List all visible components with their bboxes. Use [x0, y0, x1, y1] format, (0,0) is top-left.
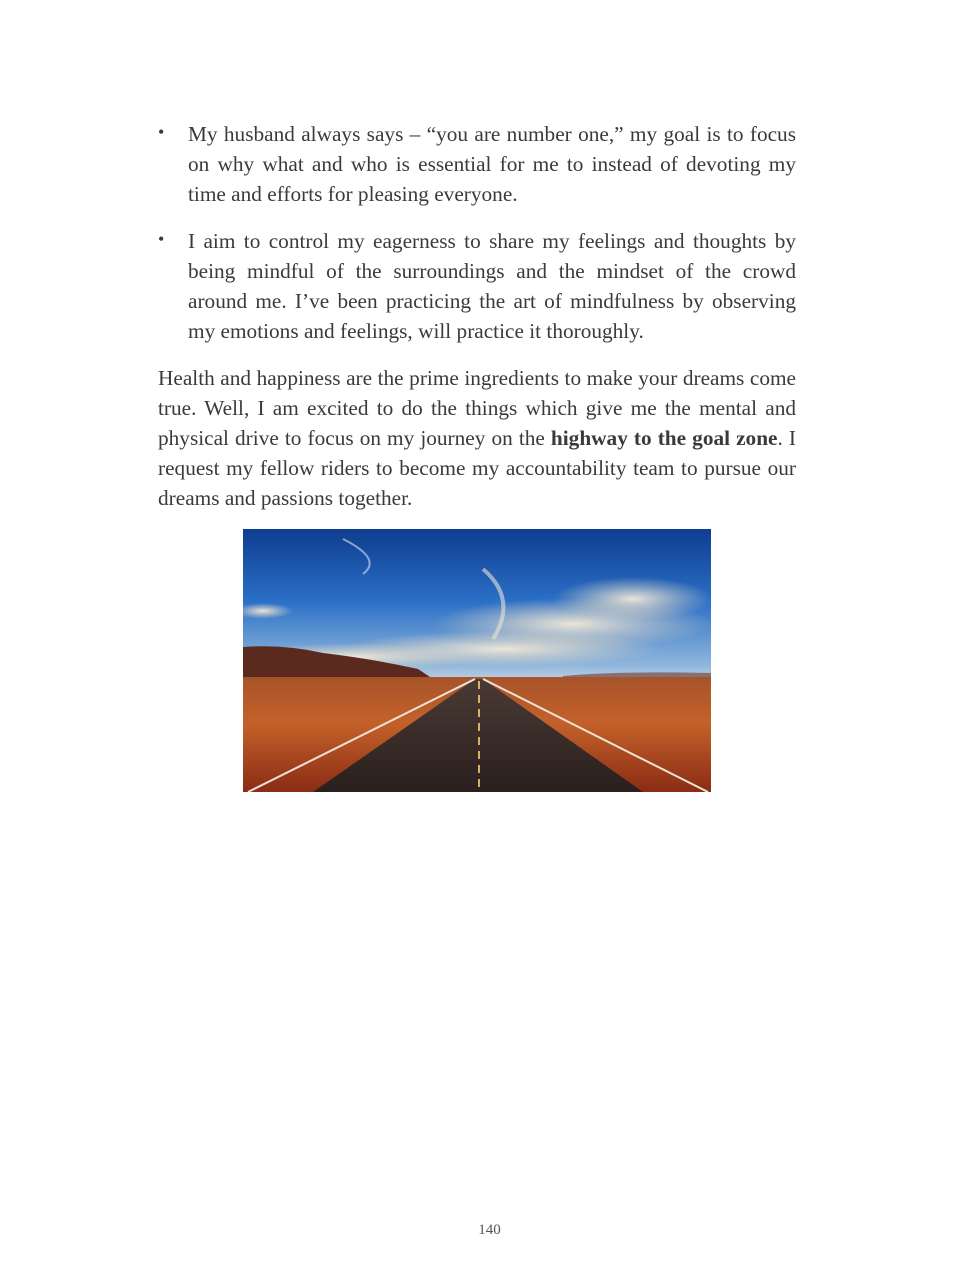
paragraph-text: Health and happiness are the prime ingredients to make your dreams come true. Well, I am excited to do the things which give me the mental and physical drive to focus on my journey on the	[158, 366, 796, 450]
text-body	[158, 119, 796, 513]
bullet-item	[158, 119, 796, 209]
paragraph-bold-text: highway to the goal zone	[550, 426, 778, 450]
bullet-text: I aim to control my eagerness to share my feelings and thoughts by being mindful of the surroundings and the mindset of the crowd around me. I’ve been practicing the art of mindfulness by observing my emotions and feelings, will practice it thoroughly.	[188, 229, 796, 343]
bullet-item	[158, 226, 796, 346]
page-number: 140	[478, 1222, 501, 1238]
highway-photo	[243, 529, 711, 792]
body-paragraph	[158, 363, 796, 513]
paragraph-text-end: . I request my fellow riders to become my accountability team to pursue our dreams and passions together.	[158, 426, 796, 510]
bullet-list	[158, 119, 796, 346]
highway-photo-illustration	[243, 529, 711, 792]
bullet-dot-icon: •	[158, 122, 165, 142]
bullet-text: My husband always says – “you are number one,” my goal is to focus on why what and who is essential for me to instead of devoting my time and efforts for pleasing everyone.	[188, 122, 796, 206]
bullet-dot-icon: •	[158, 229, 165, 249]
